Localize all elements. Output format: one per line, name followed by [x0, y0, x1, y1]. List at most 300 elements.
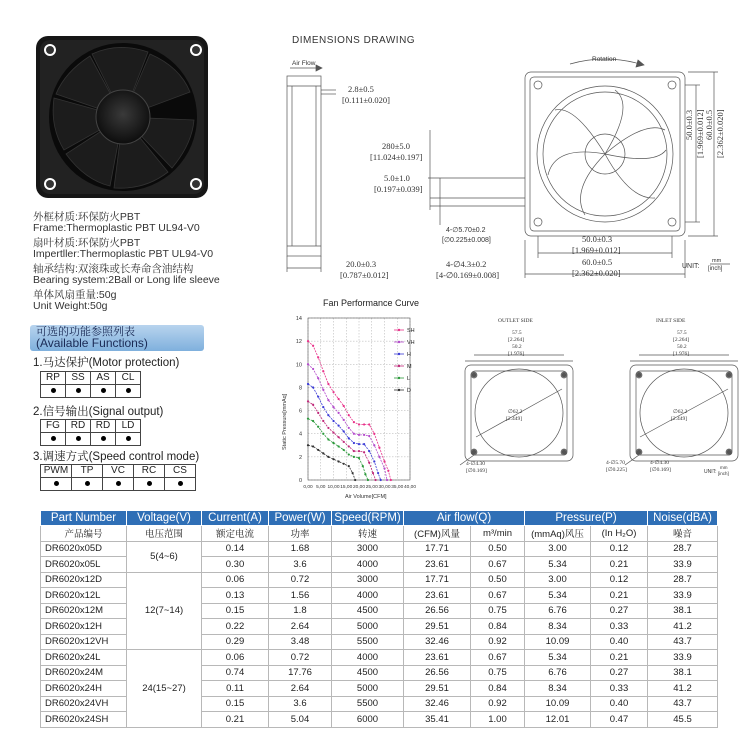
data-point [343, 449, 345, 451]
option-dot-cell [103, 478, 134, 491]
data-point [343, 430, 345, 432]
data-point [332, 442, 334, 444]
table-cell: 5.34 [525, 588, 591, 604]
data-point [348, 445, 350, 447]
motor-protection-title: 1.马达保护(Motor protection) [33, 357, 180, 369]
option-label: RC [134, 465, 165, 478]
bullet-dot-icon [101, 436, 106, 441]
option-label: PWM [41, 465, 72, 478]
data-point [390, 479, 392, 481]
data-point [338, 398, 340, 400]
table-cell: 0.47 [591, 712, 648, 728]
table-cell: 1.68 [269, 541, 332, 557]
table-cell: 0.14 [202, 541, 269, 557]
data-point [317, 412, 319, 414]
voltage-group-cell: 5(4~6) [127, 541, 202, 572]
table-cell: 0.72 [269, 572, 332, 588]
bullet-dot-icon [147, 481, 152, 486]
table-row [41, 541, 718, 557]
table-cell: 17.71 [404, 572, 471, 588]
bullet-dot-icon [85, 481, 90, 486]
speed-control-title: 3.调速方式(Speed control mode) [33, 451, 200, 463]
option-dot-cell [165, 478, 196, 491]
data-point [307, 363, 309, 365]
table-cell: 0.12 [591, 572, 648, 588]
dim-vertical-size: 60.0±0.5 [704, 109, 714, 140]
table-cell: 0.84 [471, 619, 525, 635]
outlet-width-inch: [2.264] [508, 337, 525, 343]
table-cell: 17.76 [269, 665, 332, 681]
bullet-dot-icon [51, 388, 56, 393]
spec-impeller-cn: 扇叶材质:环保防火PBT [33, 237, 141, 249]
table-cell: 0.67 [471, 650, 525, 666]
data-point [343, 419, 345, 421]
rotation-label: Rotation [592, 56, 617, 63]
subheader-cell: (mmAq)风压 [525, 526, 591, 542]
data-point [338, 460, 340, 462]
dim-hole-diameter-2: 4-∅4.3±0.2 [446, 259, 487, 269]
data-point [327, 414, 329, 416]
data-point [386, 479, 388, 481]
data-point [348, 427, 350, 429]
option-dot-cell [72, 478, 103, 491]
dim-hole-diameter-2-inch: [4-∅0.169±0.008] [436, 270, 500, 280]
table-cell: DR6020x12M [41, 603, 127, 619]
data-point [312, 386, 314, 388]
bullet-dot-icon [126, 388, 131, 393]
drawing-title: DIMENSIONS DRAWING [292, 35, 416, 46]
dim-hole-pitch-inch: [1.969±0.012] [572, 245, 621, 255]
table-cell: 1.56 [269, 588, 332, 604]
data-point [374, 479, 376, 481]
data-point [353, 450, 355, 452]
x-tick-label: 30,00 [378, 485, 391, 490]
data-point [322, 420, 324, 422]
data-point [377, 472, 379, 474]
table-cell: 0.40 [591, 634, 648, 650]
table-cell: 4500 [332, 665, 404, 681]
option-label: CL [116, 372, 141, 385]
option-label: RD [91, 420, 116, 433]
table-cell: 4000 [332, 650, 404, 666]
data-point [387, 470, 389, 472]
table-cell: 26.56 [404, 603, 471, 619]
functions-header-cn: 可选的功能参照列表 [36, 326, 135, 338]
table-cell: DR6020x12D [41, 572, 127, 588]
data-point [358, 443, 360, 445]
data-point [307, 400, 309, 402]
data-point [327, 438, 329, 440]
col-header-power: Power(W) [269, 511, 332, 526]
dim-hole-diameter: 4-∅5.70±0.2 [446, 227, 486, 234]
table-cell: 2.64 [269, 681, 332, 697]
table-cell: 33.9 [648, 650, 718, 666]
bullet-dot-icon [101, 388, 106, 393]
table-cell: 1.00 [471, 712, 525, 728]
table-cell: 0.21 [591, 588, 648, 604]
table-cell: 0.92 [471, 634, 525, 650]
series-line-d [308, 445, 355, 480]
data-point [312, 420, 314, 422]
data-point [354, 479, 356, 481]
table-cell: 26.56 [404, 665, 471, 681]
dim-lead-length: 280±5.0 [382, 141, 411, 151]
spec-frame-en: Frame:Thermoplastic PBT UL94-V0 [33, 222, 200, 234]
option-dot-cell [91, 433, 116, 446]
speed-control-table [40, 464, 196, 491]
x-tick-label: 40,00 [403, 485, 417, 490]
option-label: RD [66, 420, 91, 433]
legend-marker [398, 389, 400, 391]
dim-depth: 20.0±0.3 [346, 259, 377, 269]
col-header-voltage: Voltage(V) [127, 511, 202, 526]
table-cell: 43.7 [648, 634, 718, 650]
table-cell: 0.12 [591, 541, 648, 557]
dim-vertical-pitch-inch: [1.969±0.012] [695, 109, 705, 158]
bullet-dot-icon [76, 388, 81, 393]
subheader-cell: 功率 [269, 526, 332, 542]
option-label: CS [165, 465, 196, 478]
data-point [353, 421, 355, 423]
data-point [372, 472, 374, 474]
table-cell: 3.48 [269, 634, 332, 650]
subheader-cell: 转速 [332, 526, 404, 542]
table-cell: 0.21 [202, 712, 269, 728]
subheader-cell: m³/min [471, 526, 525, 542]
option-label: AS [91, 372, 116, 385]
data-point [322, 389, 324, 391]
data-point [307, 340, 309, 342]
x-tick-label: 5,00 [316, 485, 326, 490]
side-unit-inch: [inch] [718, 471, 729, 476]
table-cell: 35.41 [404, 712, 471, 728]
data-point [332, 406, 334, 408]
table-cell: 5.34 [525, 557, 591, 573]
table-cell: 5000 [332, 619, 404, 635]
signal-output-table [40, 419, 141, 446]
table-cell: 33.9 [648, 588, 718, 604]
dim-strip-length: 5.0±1.0 [384, 173, 410, 183]
data-point [332, 431, 334, 433]
table-cell: DR6020x24SH [41, 712, 127, 728]
table-cell: 0.67 [471, 588, 525, 604]
table-cell: 0.13 [202, 588, 269, 604]
option-dot-cell [91, 385, 116, 398]
inlet-side-label: INLET SIDE [656, 318, 686, 324]
data-point [338, 425, 340, 427]
subheader-cell: (CFM)风量 [404, 526, 471, 542]
table-cell: 5.04 [269, 712, 332, 728]
table-cell: 0.06 [202, 650, 269, 666]
inlet-pitch: 50.2 [677, 344, 687, 350]
data-point [383, 460, 385, 462]
y-tick-label: 6 [298, 408, 302, 415]
data-point [378, 456, 380, 458]
option-dot-cell [134, 478, 165, 491]
table-cell: 32.46 [404, 634, 471, 650]
legend-label: SH [407, 328, 415, 334]
side-front-drawing [270, 50, 740, 290]
col-header-part-number: Part Number [41, 511, 127, 526]
outlet-side-label: OUTLET SIDE [498, 318, 533, 324]
data-point [367, 479, 369, 481]
data-point [332, 458, 334, 460]
x-tick-label: 10,00 [327, 485, 340, 490]
legend-label: VH [407, 340, 415, 346]
table-cell: 38.1 [648, 603, 718, 619]
data-point [348, 453, 350, 455]
option-dot-cell [66, 385, 91, 398]
data-point [368, 423, 370, 425]
data-point [380, 479, 382, 481]
option-dot-cell [41, 385, 66, 398]
table-cell: 10.09 [525, 696, 591, 712]
bullet-dot-icon [116, 481, 121, 486]
x-tick-label: 35,00 [391, 485, 404, 490]
table-cell: 2.64 [269, 619, 332, 635]
data-point [338, 412, 340, 414]
table-cell: 5000 [332, 681, 404, 697]
legend-marker [398, 329, 400, 331]
y-axis-label: Static Pressure[mmAq] [282, 393, 288, 450]
table-cell: 5500 [332, 634, 404, 650]
table-cell: 6.76 [525, 665, 591, 681]
data-point [327, 456, 329, 458]
data-point [362, 465, 364, 467]
table-cell: 0.40 [591, 696, 648, 712]
data-point [332, 391, 334, 393]
outlet-hole: 4-∅4.30 [466, 461, 485, 467]
dim-vertical-size-inch: [2.362±0.020] [715, 109, 725, 158]
table-cell: DR6020x12L [41, 588, 127, 604]
data-point [322, 406, 324, 408]
table-cell: DR6020x05L [41, 557, 127, 573]
table-cell: 4000 [332, 588, 404, 604]
legend-label: D [407, 388, 411, 394]
data-point [364, 473, 366, 475]
subheader-cell: 电压范围 [127, 526, 202, 542]
outlet-diameter-inch: [2.449] [506, 416, 523, 422]
table-cell: 0.27 [591, 603, 648, 619]
data-point [363, 434, 365, 436]
table-cell: 3000 [332, 541, 404, 557]
y-tick-label: 0 [298, 478, 302, 484]
option-dot-cell [116, 433, 141, 446]
outlet-pitch-inch: [1.976] [508, 351, 525, 357]
inlet-width-inch: [2.264] [673, 337, 690, 343]
y-tick-label: 12 [295, 339, 302, 346]
table-cell: 41.2 [648, 681, 718, 697]
table-cell: 0.72 [269, 650, 332, 666]
table-cell: 0.21 [591, 650, 648, 666]
y-tick-label: 2 [298, 454, 302, 461]
table-cell: 43.7 [648, 696, 718, 712]
data-point [322, 370, 324, 372]
data-point [343, 441, 345, 443]
data-point [338, 436, 340, 438]
dim-depth-inch: [0.787±0.012] [340, 270, 389, 280]
table-cell: 6.76 [525, 603, 591, 619]
table-cell: 23.61 [404, 588, 471, 604]
dim-strip-length-inch: [0.197±0.039] [374, 184, 423, 194]
data-point [368, 435, 370, 437]
dim-hole-diameter-inch: [∅0.225±0.008] [442, 237, 491, 244]
table-cell: 8.34 [525, 619, 591, 635]
data-point [353, 456, 355, 458]
performance-table [40, 510, 718, 728]
inlet-diameter-inch: [2.449] [671, 416, 688, 422]
inlet-hole-1-inch: [∅0.225] [606, 467, 627, 473]
dim-vertical-pitch: 50.0±0.3 [684, 109, 694, 140]
table-cell: 45.5 [648, 712, 718, 728]
functions-header-en: (Available Functions) [36, 336, 148, 350]
col-header-pressure: Pressure(P) [525, 511, 648, 526]
table-cell: 23.61 [404, 650, 471, 666]
table-cell: DR6020x12VH [41, 634, 127, 650]
table-cell: 4500 [332, 603, 404, 619]
outlet-pitch: 50.2 [512, 344, 522, 350]
spec-weight-en: Unit Weight:50g [33, 300, 108, 312]
table-cell: 3.00 [525, 572, 591, 588]
table-cell: 0.29 [202, 634, 269, 650]
data-point [312, 404, 314, 406]
spec-bearing-en: Bearing system:2Ball or Long life sleeve [33, 274, 220, 286]
functions-header [30, 325, 204, 351]
table-cell: 12.01 [525, 712, 591, 728]
table-row [41, 572, 718, 588]
table-cell: 10.09 [525, 634, 591, 650]
data-point [317, 377, 319, 379]
table-cell: 29.51 [404, 681, 471, 697]
y-tick-label: 4 [298, 431, 302, 438]
unit-inch: [inch] [708, 266, 723, 272]
option-label: FG [41, 420, 66, 433]
legend-label: M [407, 364, 412, 370]
col-header-noise: Noise(dBA) [648, 511, 718, 526]
data-point [317, 426, 319, 428]
bullet-dot-icon [178, 481, 183, 486]
col-header-air-flow: Air flow(Q) [404, 511, 525, 526]
legend-marker [398, 365, 400, 367]
data-point [373, 444, 375, 446]
performance-chart [270, 308, 442, 508]
unit-mm: mm [712, 258, 722, 264]
data-point [368, 450, 370, 452]
legend-marker [398, 353, 400, 355]
table-cell: 0.92 [471, 696, 525, 712]
table-cell: 41.2 [648, 619, 718, 635]
data-point [358, 423, 360, 425]
side-unit-label: UNIT: [704, 469, 717, 475]
data-point [332, 420, 334, 422]
data-point [363, 451, 365, 453]
table-cell: 0.22 [202, 619, 269, 635]
table-cell: 23.61 [404, 557, 471, 573]
table-cell: 0.75 [471, 603, 525, 619]
table-cell: 0.74 [202, 665, 269, 681]
dim-lead-length-inch: [11.024±0.197] [370, 152, 423, 162]
table-cell: 0.06 [202, 572, 269, 588]
data-point [343, 463, 345, 465]
data-point [307, 444, 309, 446]
table-cell: 0.27 [591, 665, 648, 681]
data-point [363, 443, 365, 445]
data-point [322, 433, 324, 435]
data-point [378, 447, 380, 449]
data-point [317, 356, 319, 358]
subheader-cell: 额定电流 [202, 526, 269, 542]
data-point [353, 442, 355, 444]
x-tick-label: 0,00 [303, 485, 313, 490]
table-cell: 1.8 [269, 603, 332, 619]
inlet-pitch-inch: [1.976] [673, 351, 690, 357]
data-point [307, 383, 309, 385]
outlet-width: 57.5 [512, 330, 522, 336]
unit-label: UNIT: [682, 263, 700, 270]
inlet-hole-2: 4-∅4.30 [650, 460, 669, 466]
data-point [348, 437, 350, 439]
table-row [41, 650, 718, 666]
legend-label: L [407, 376, 411, 382]
inlet-hole-1: 4-∅5.70 [606, 460, 625, 466]
table-cell: DR6020x12H [41, 619, 127, 635]
side-views-drawing [440, 325, 745, 475]
data-point [317, 449, 319, 451]
inlet-width: 57.5 [677, 330, 687, 336]
option-dot-cell [66, 433, 91, 446]
data-point [343, 405, 345, 407]
table-cell: 28.7 [648, 541, 718, 557]
table-cell: DR6020x24M [41, 665, 127, 681]
dim-frame-size: 60.0±0.5 [582, 257, 613, 267]
outlet-hole-inch: [∅0.169] [466, 468, 487, 474]
table-cell: 0.50 [471, 541, 525, 557]
series-line-vh [308, 364, 387, 480]
table-cell: 4000 [332, 557, 404, 573]
data-point [312, 368, 314, 370]
table-subheader-row [41, 526, 718, 542]
subheader-cell: 产品编号 [41, 526, 127, 542]
inlet-hole-2-inch: [∅0.169] [650, 467, 671, 473]
legend-marker [398, 377, 400, 379]
table-cell: 0.33 [591, 681, 648, 697]
y-tick-label: 14 [295, 316, 302, 322]
table-cell: 6000 [332, 712, 404, 728]
legend-label: H [407, 352, 411, 358]
table-cell: 38.1 [648, 665, 718, 681]
table-cell: 0.30 [202, 557, 269, 573]
table-cell: 5.34 [525, 650, 591, 666]
table-cell: DR6020x05D [41, 541, 127, 557]
subheader-cell: 噪音 [648, 526, 718, 542]
dim-frame-size-inch: [2.362±0.020] [572, 268, 621, 278]
outlet-diameter: ∅62.2 [508, 409, 523, 415]
data-point [358, 434, 360, 436]
data-point [327, 383, 329, 385]
data-point [348, 414, 350, 416]
data-point [327, 399, 329, 401]
data-point [383, 467, 385, 469]
table-cell: 3.6 [269, 557, 332, 573]
option-dot-cell [116, 385, 141, 398]
data-point [312, 345, 314, 347]
data-point [312, 445, 314, 447]
spec-impeller-en: Impertller:Thermoplastic PBT UL94-V0 [33, 248, 214, 260]
option-dot-cell [41, 433, 66, 446]
table-cell: DR6020x24H [41, 681, 127, 697]
table-cell: 3000 [332, 572, 404, 588]
legend-marker [398, 341, 400, 343]
